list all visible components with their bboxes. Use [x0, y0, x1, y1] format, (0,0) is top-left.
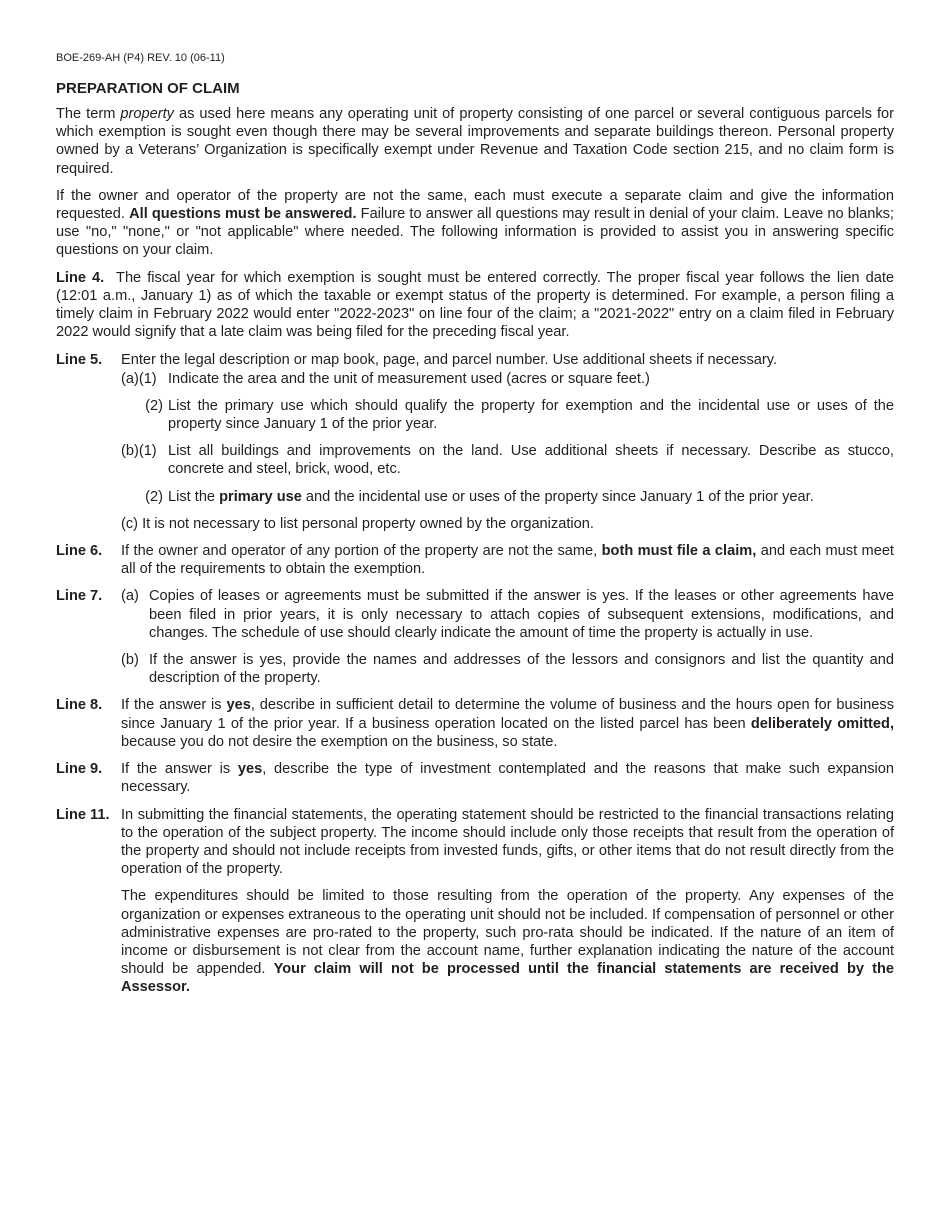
line6-label: Line 6.: [56, 543, 103, 560]
line11-label: Line 11.: [56, 806, 110, 823]
line5-b1: (b)(1) List all buildings and improvements on the land. Use additional sheets if necessary. Describe as stucco, concrete and steel, brick, wood, etc.: [121, 443, 894, 478]
line7-instruction: [56, 587, 894, 687]
page-title: PREPARATION OF CLAIM: [56, 80, 240, 97]
instructions-page: [56, 52, 894, 1006]
line4-label: Line 4.: [56, 269, 105, 286]
line11-instruction: [56, 806, 894, 997]
line11-paragraph-2: The expenditures should be limited to those resulting from the operation of the property. Any expenses of the organization or expenses extraneous to the operating unit should not be included. If compensation of personnel or other administrative expenses are pro-rated to the property, such pro-rata should be indicated. If the nature of an item of income or disbursement is not clear from the account name, further explanation indicating the nature of the account should be appended. Your claim will not be processed until the financial statements are received by the Assessor.: [121, 888, 894, 996]
line5-a2: (2) List the primary use which should qualify the property for exemption and the incidental use or uses of the property since January 1 of the prior year.: [145, 397, 894, 433]
line5-label: Line 5.: [56, 352, 103, 369]
line11-paragraph-1: In submitting the financial statements, the operating statement should be restricted to the financial transactions relating to the operation of the subject property. The income should include only those receipts that result from the operation of the property and should not include receipts from invested funds, gifts, or other items that do not result directly from the operation of the property.: [121, 806, 894, 878]
line5-c: (c) It is not necessary to list personal property owned by the organization.: [121, 515, 594, 532]
line6-instruction: Line 6. If the owner and operator of any portion of the property are not the same, both must file a claim, and each must meet all of the requirements to obtain the exemption.: [56, 543, 894, 578]
line5-instruction: Line 5. Enter the legal description or map book, page, and parcel number. Use additional sheets if necessary. (a)(1) Indicate the area and the unit of measurement used (acres or square feet.) (2) List the primary use which should qualify the property for exemption and the incidental use or uses of the property since January 1 of the prior year. (b)(1) List all buildings and improvements on the land. Use additional sheets if necessary. Describe as stucco, concrete and steel, brick, wood, etc. (2) List the primary use and the incidental use or uses of the property since January 1 of the prior year. (c) It is not necessary to list personal property owned by the organization.: [56, 352, 894, 532]
line7-label: Line 7.: [56, 588, 103, 605]
line9-label: Line 9.: [56, 761, 103, 778]
form-number: BOE-269-AH (P4) REV. 10 (06-11): [56, 52, 225, 64]
line8-label: Line 8.: [56, 697, 103, 714]
intro-paragraph-2: If the owner and operator of the property are not the same, each must execute a separate claim and give the information requested. All questions must be answered. Failure to answer all questions may result in denial of your claim. Leave no blanks; use "no," "none," or "not applicable" where needed. The following information is provided to assist you in answering specific questions on your claim.: [56, 187, 894, 259]
line5-b2: (2) List the primary use and the incidental use or uses of the property since January 1 of the prior year.: [145, 488, 814, 505]
line9-instruction: Line 9. If the answer is yes, describe the type of investment contemplated and the reasons that make such expansion necessary.: [56, 761, 894, 796]
line8-instruction: Line 8. If the answer is yes, describe in sufficient detail to determine the volume of business and the hours open for business since January 1 of the prior year. If a business operation located on the listed parcel has been deliberately omitted, because you do not desire the exemption on the business, so state.: [56, 697, 895, 750]
line5-a1: (a)(1) Indicate the area and the unit of measurement used (acres or square feet.): [121, 370, 650, 387]
line4-instruction: Line 4. The fiscal year for which exemption is sought must be entered correctly. The proper fiscal year follows the lien date (12:01 a.m., January 1) as of which the taxable or exempt status of the property is determined. For example, a person filing a timely claim in February 2022 would enter "2022-2023" on line four of the claim; a "2021-2022" entry on a claim filed in February 2022 would signify that a late claim was being filed for the preceding fiscal year.: [56, 269, 895, 341]
line7-b: (b) If the answer is yes, provide the names and addresses of the lessors and consignors and list the quantity and description of the property.: [121, 652, 894, 687]
line7-a: (a) Copies of leases or agreements must be submitted if the answer is yes. If the leases or other agreements have been filed in prior years, it is only necessary to attach copies of subsequent extensions, modifications, and changes. The schedule of use should clearly indicate the amount of time the property is actually in use.: [121, 588, 894, 641]
intro-paragraph-1: The term property as used here means any operating unit of property consisting of one parcel or several contiguous parcels for which exemption is sought even though there may be several improvements and separate buildings thereon. Personal property owned by a Veterans’ Organization is specifically exempt under Revenue and Taxation Code section 215, and no claim form is required.: [56, 106, 894, 177]
